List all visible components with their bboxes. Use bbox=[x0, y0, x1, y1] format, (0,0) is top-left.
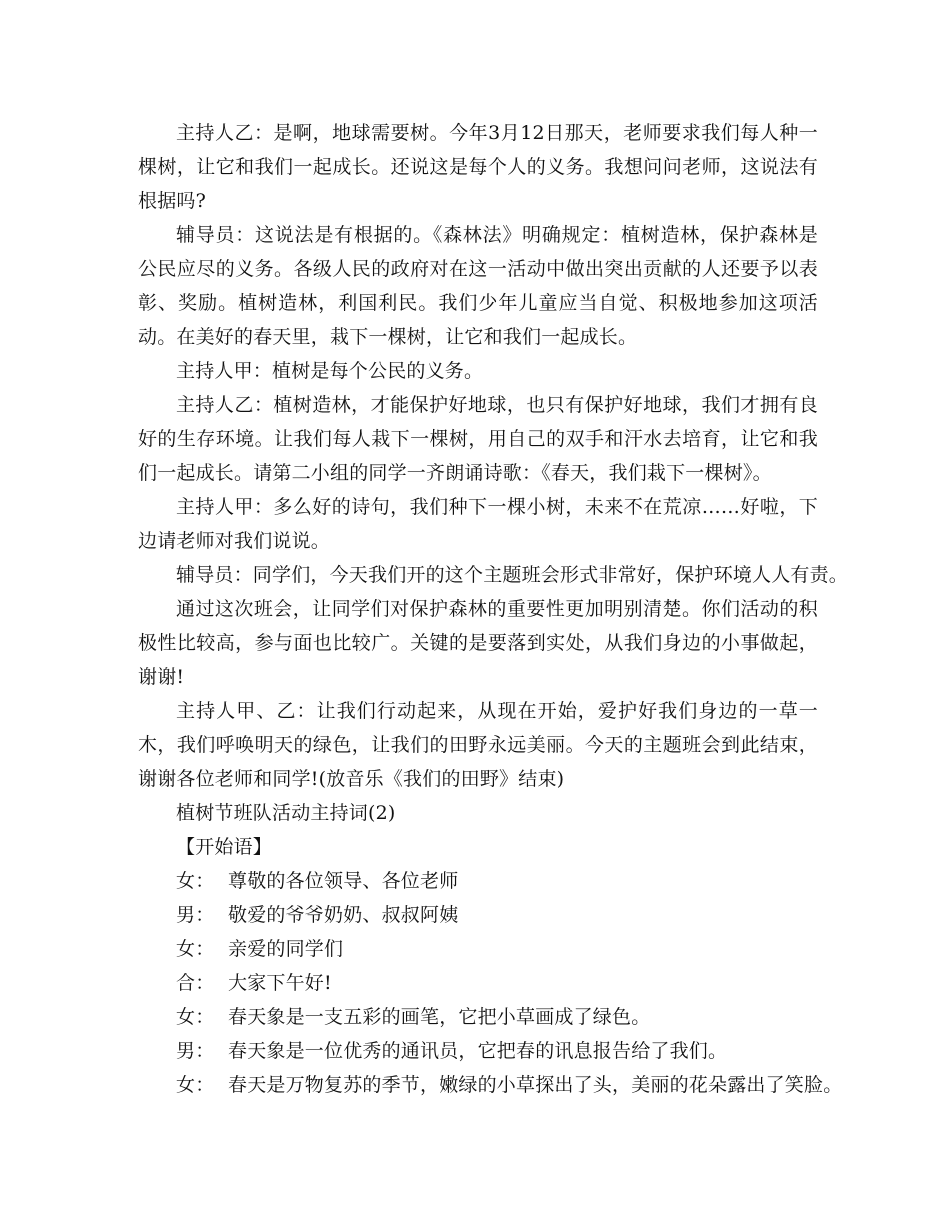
dialog-speaker: 男： bbox=[176, 904, 215, 926]
paragraph-counselor-summary: 辅导员：同学们，今天我们开的这个主题班会形式非常好，保护环境人人有责。 bbox=[176, 564, 849, 586]
dialog-speaker: 女： bbox=[176, 870, 215, 892]
dialog-text: 敬爱的爷爷奶奶、叔叔阿姨 bbox=[228, 904, 459, 926]
dialog-line bbox=[138, 1034, 818, 1068]
dialog-text: 春天是万物复苏的季节，嫩绿的小草探出了头，美丽的花朵露出了笑脸。 bbox=[228, 1074, 843, 1096]
paragraph-counselor-answer: 辅导员：这说法是有根据的。《森林法》明确规定：植树造林，保护森林是公民应尽的义务。各级人民的政府对在这一活动中做出突出贡献的人还要予以表彰、奖励。植树造林，利国利民。我们少年儿童应当自觉、积极地参加这项活动。在美好的春天里，栽下一棵树，让它和我们一起成长。 bbox=[138, 224, 818, 348]
dialog-text: 尊敬的各位领导、各位老师 bbox=[228, 870, 459, 892]
section-heading: 【开始语】 bbox=[176, 836, 273, 858]
dialog-text: 春天象是一位优秀的通讯员，它把春的讯息报告给了我们。 bbox=[228, 1040, 728, 1062]
dialog-text: 大家下午好! bbox=[228, 972, 332, 994]
paragraph-host-a-teacher: 主持人甲：多么好的诗句，我们种下一棵小树，未来不在荒凉……好啦，下边请老师对我们说说。 bbox=[138, 496, 818, 552]
dialog-speaker: 男： bbox=[176, 1040, 215, 1062]
dialog-line bbox=[138, 932, 818, 966]
paragraph-hosts-closing: 主持人甲、乙：让我们行动起来，从现在开始，爱护好我们身边的一草一木，我们呼唤明天的绿色，让我们的田野永远美丽。今天的主题班会到此结束，谢谢各位老师和同学!(放音乐《我们的田野》结束) bbox=[138, 700, 818, 790]
dialog-line bbox=[138, 1000, 818, 1034]
dialog-speaker: 女： bbox=[176, 938, 215, 960]
dialog-line bbox=[138, 1068, 843, 1102]
dialog-speaker: 合： bbox=[176, 972, 215, 994]
section-title: 植树节班队活动主持词(2) bbox=[176, 802, 396, 824]
dialog-text: 春天象是一支五彩的画笔，它把小草画成了绿色。 bbox=[228, 1006, 651, 1028]
dialog-text: 亲爱的同学们 bbox=[228, 938, 344, 960]
dialog-line bbox=[138, 898, 818, 932]
paragraph-counselor-summary-cont: 通过这次班会，让同学们对保护森林的重要性更加明别清楚。你们活动的积极性比较高，参与面也比较广。关键的是要落到实处，从我们身边的小事做起，谢谢! bbox=[138, 598, 818, 688]
dialog-line bbox=[138, 966, 818, 1000]
dialog-line bbox=[138, 864, 818, 898]
dialog-speaker: 女： bbox=[176, 1074, 215, 1096]
paragraph-host-a-duty: 主持人甲：植树是每个公民的义务。 bbox=[176, 360, 484, 382]
paragraph-host-b-question: 主持人乙：是啊，地球需要树。今年3月12日那天，老师要求我们每人种一棵树，让它和我们一起成长。还说这是每个人的义务。我想问问老师，这说法有根据吗? bbox=[138, 122, 818, 212]
dialog-speaker: 女： bbox=[176, 1006, 215, 1028]
document-body bbox=[138, 116, 849, 1102]
paragraph-host-b-poem: 主持人乙：植树造林，才能保护好地球，也只有保护好地球，我们才拥有良好的生存环境。让我们每人栽下一棵树，用自己的双手和汗水去培育，让它和我们一起成长。请第二小组的同学一齐朗诵诗歌：《春天，我们栽下一棵树》。 bbox=[138, 394, 818, 484]
